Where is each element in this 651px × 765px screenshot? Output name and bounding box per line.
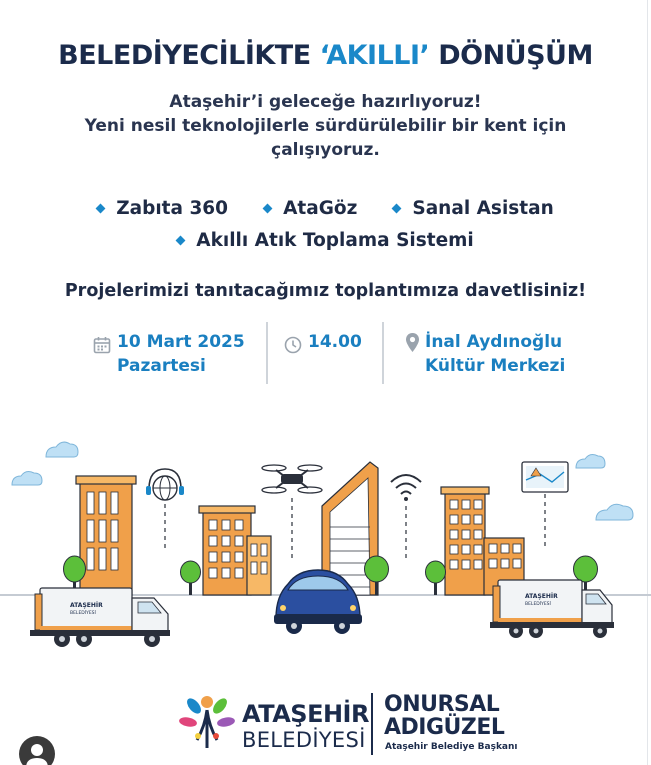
bullet-diamond-icon <box>176 235 186 245</box>
event-info <box>0 322 651 384</box>
truck-label: BELEDİYESİ <box>525 602 551 607</box>
map-tablet-icon <box>522 462 568 492</box>
feature-list <box>0 192 651 256</box>
info-divider <box>266 322 268 384</box>
building <box>199 506 271 595</box>
tree-icon <box>426 561 446 595</box>
truck-label: ATAŞEHİR <box>525 593 558 600</box>
clock-icon <box>284 336 302 354</box>
mayor-role: Ataşehir Belediye Başkanı <box>385 742 518 752</box>
drone-icon <box>262 465 322 493</box>
mayor-name-line2: ADIGÜZEL <box>384 715 505 740</box>
municipality-logo-icon <box>178 688 236 754</box>
wifi-icon <box>391 475 421 501</box>
feature-item: Akıllı Atık Toplama Sistemi <box>177 230 474 251</box>
feature-item: Zabıta 360 <box>97 198 228 219</box>
footer-divider <box>371 693 373 755</box>
bullet-diamond-icon <box>263 203 273 213</box>
logo-title: ATAŞEHİR <box>242 700 369 728</box>
smart-city-illustration <box>0 432 651 662</box>
building <box>441 487 524 595</box>
logo-subtitle: BELEDİYESİ <box>242 728 366 752</box>
garbage-truck <box>30 588 170 647</box>
event-time: 14.00 <box>308 332 362 352</box>
event-date: 10 Mart 2025 Pazartesi <box>117 332 245 376</box>
cloud-icon <box>576 455 605 468</box>
cloud-icon <box>12 472 42 485</box>
poster-title <box>0 40 651 71</box>
building <box>76 476 136 595</box>
intro-line-3: çalışıyoruz. <box>271 140 380 160</box>
user-avatar-icon[interactable] <box>19 736 55 765</box>
intro-line-2: Yeni nesil teknolojilerle sürdürülebilir bir kent için <box>84 116 567 136</box>
mayor-name-line1: ONURSAL <box>384 692 500 717</box>
intro-line-1: Ataşehir’i geleceğe hazırlıyoruz! <box>169 92 482 112</box>
calendar-icon <box>93 336 111 354</box>
globe-headset-icon <box>146 469 184 500</box>
feature-item: AtaGöz <box>264 198 357 219</box>
location-pin-icon <box>405 332 420 354</box>
truck-label: ATAŞEHİR <box>70 602 103 609</box>
title-part2: DÖNÜŞÜM <box>429 40 593 71</box>
bullet-diamond-icon <box>96 203 106 213</box>
title-part1: BELEDİYECİLİKTE <box>58 40 320 71</box>
info-divider <box>382 322 384 384</box>
feature-item: Sanal Asistan <box>393 198 553 219</box>
bullet-diamond-icon <box>392 203 402 213</box>
truck-label: BELEDİYESİ <box>70 611 96 616</box>
cloud-icon <box>46 442 78 457</box>
event-place: İnal Aydınoğlu Kültür Merkezi <box>425 332 566 376</box>
footer <box>0 680 651 760</box>
cloud-icon <box>596 504 633 520</box>
garbage-truck <box>490 580 614 638</box>
invitation-text: Projelerimizi tanıtacağımız toplantımıza davetlisiniz! <box>64 281 587 301</box>
person-icon <box>19 736 55 765</box>
tree-icon <box>181 561 201 595</box>
title-accent: ‘AKILLI’ <box>319 40 430 71</box>
intro-text <box>0 90 651 162</box>
